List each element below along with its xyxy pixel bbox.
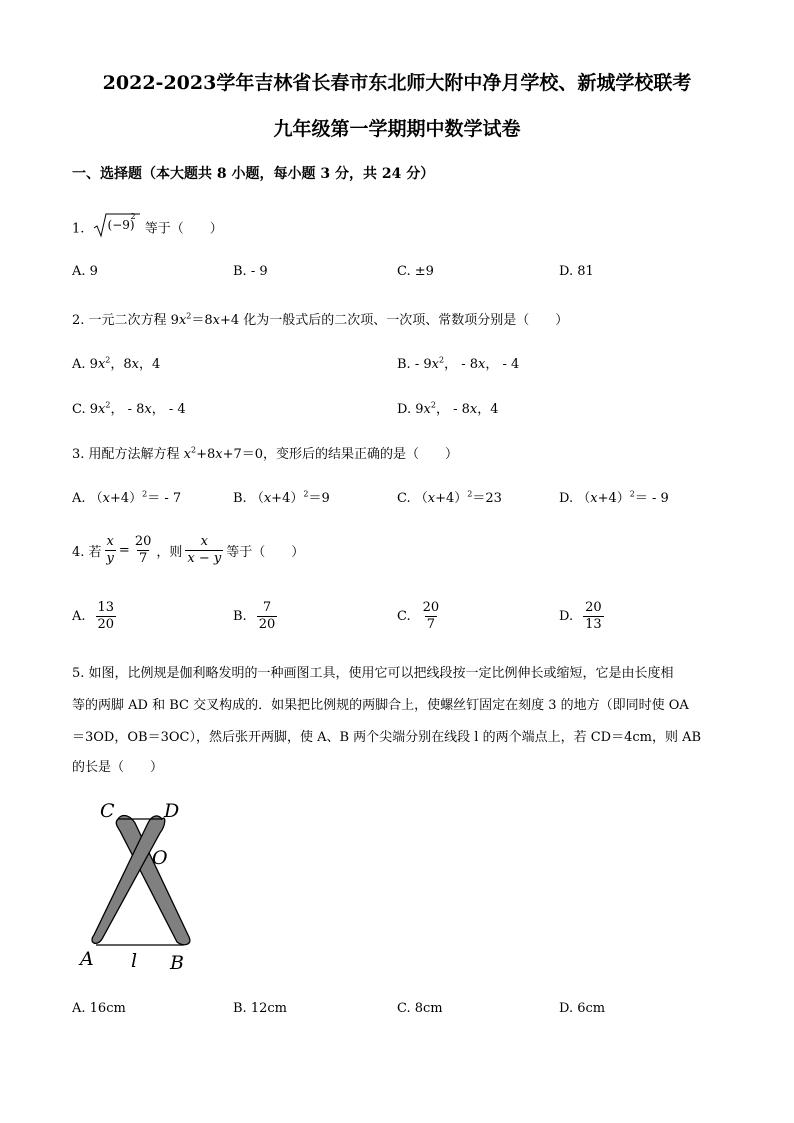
label-o: O [152, 847, 168, 869]
question-5-line-2: 等的两脚 AD 和 BC 交叉构成的．如果把比例规的两脚合上，使螺丝钉固定在刻度 3 的地方（即同时使 OA [72, 698, 689, 713]
q5-option-a: A. 16cm [72, 1001, 126, 1016]
question-5-line-1: 5. 如图，比例规是伽利略发明的一种画图工具，使用它可以把线段按一定比例伸长或缩短，它是由长度相 [72, 666, 674, 681]
fraction-x-over-y: $\frac{x}{y}$ [106, 534, 114, 567]
q1-option-d: D. 81 [559, 264, 594, 279]
q1-option-c: C. ±9 [397, 264, 434, 279]
q5-option-b: B. 12cm [233, 1001, 287, 1016]
q4-prefix: 4. 若 [72, 545, 102, 561]
q3-option-d: D. $(x+4)^2= - 9$ [559, 489, 669, 506]
q5-option-c: C. 8cm [397, 1001, 443, 1016]
q3-option-c: C. $(x+4)^2=23$ [397, 489, 502, 506]
label-a: A [80, 948, 94, 970]
q1-option-b: B. - 9 [233, 264, 268, 279]
q3-option-a: A. $(x+4)^2= - 7$ [72, 489, 182, 506]
q2-option-b: B. - $9x^2$， - 8x， - 4 [397, 355, 520, 372]
q2-option-c: C. $9x^2$， - 8x， - 4 [72, 400, 186, 417]
q3-option-b: B. $(x+4)^2=9$ [233, 489, 330, 506]
question-5-line-4: 的长是（ ） [72, 760, 164, 775]
q1-suffix: 等于（ ） [144, 221, 223, 237]
label-b: B [170, 952, 184, 974]
section-heading: 一、选择题（本大题共 8 小题，每小题 3 分，共 24 分） [72, 166, 435, 182]
question-2: 2. 一元二次方程 $9x^2=8x+4$ 化为一般式后的二次项、一次项、常数项分别是（ ） [72, 311, 569, 328]
sqrt-expression [93, 212, 141, 242]
q1-number: 1. [72, 221, 85, 237]
question-1 [72, 212, 223, 242]
proportional-compass-figure [72, 795, 202, 980]
label-l: l [131, 950, 138, 972]
q4-option-a: A. $\frac{13}{20}$ [72, 600, 115, 633]
question-4: 4. 若 $\frac{x}{y}$ = $\frac{20}{7}$ ，则 $\frac{x}{x - y}$ 等于（ ） [72, 534, 305, 567]
page-title-line2: 九年级第一学期期中数学试卷 [273, 118, 521, 140]
q2-option-a: A. $9x^2$，8x，4 [72, 355, 161, 372]
q1-option-a: A. 9 [72, 264, 98, 279]
q2-option-d: D. $9x^2$， - 8x，4 [397, 400, 499, 417]
label-d: D [164, 800, 180, 822]
fraction-x-over-x-minus-y: $\frac{x}{x - y}$ [187, 534, 222, 567]
q5-option-d: D. 6cm [559, 1001, 606, 1016]
page-title-line1: 2022-2023学年吉林省长春市东北师大附中净月学校、新城学校联考 [102, 72, 692, 94]
q4-option-b: B. $\frac{7}{20}$ [233, 600, 276, 633]
fraction-20-over-7: $\frac{20}{7}$ [134, 534, 152, 567]
label-c: C [100, 800, 115, 822]
q4-suffix: 等于（ ） [226, 545, 305, 561]
q4-option-c: C. $\frac{20}{7}$ [397, 600, 440, 633]
radicand-exponent: 2 [130, 212, 136, 221]
radicand: (−9) [107, 218, 135, 232]
question-3: 3. 用配方法解方程 $x^2+8x+7=0$，变形后的结果正确的是（ ） [72, 445, 459, 462]
question-5-line-3: ＝3OD，OB＝3OC），然后张开两脚，使 A、B 两个尖端分别在线段 l 的两个端点上，若 CD＝4cm，则 AB [72, 730, 702, 745]
q4-option-d: D. $\frac{20}{13}$ [559, 600, 602, 633]
